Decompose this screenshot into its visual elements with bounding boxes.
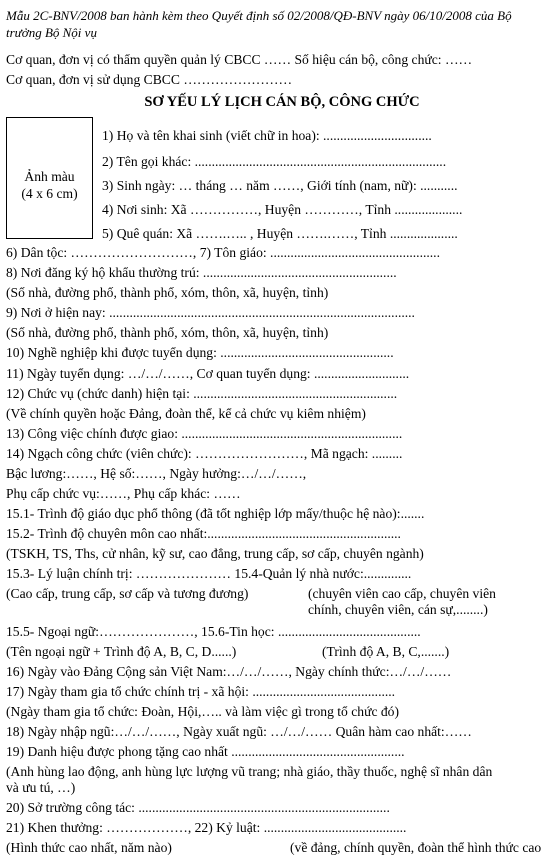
field-professional-level-note: (TSKH, TS, Ths, cử nhân, kỹ sư, cao đẳng, trung cấp, sơ cấp, chuyên ngành) (6, 546, 424, 562)
field-strengths: 20) Sở trường công tác: .......................................................................... (6, 799, 390, 815)
field-foreign-language: 15.5- Ngoại ngữ:…………………, 15.6-Tin học: .......................................... (6, 623, 421, 639)
field-ethnicity-religion: 6) Dân tộc: ………………………, 7) Tôn giáo: .................................................. (6, 245, 440, 260)
field-position-note: (Về chính quyền hoặc Đảng, đoàn thể, kể cả chức vụ kiêm nhiệm) (6, 405, 366, 421)
field-full-name: 1) Họ và tên khai sinh (viết chữ in hoa): ................................ (102, 128, 432, 143)
field-party-admission: 16) Ngày vào Đảng Cộng sản Việt Nam:…/…/……, Ngày chính thức:…/…/…… (6, 663, 452, 679)
field-honorary-title: 19) Danh hiệu được phong tặng cao nhất ................................................... (6, 744, 405, 760)
agency-use-line: Cơ quan, đơn vị sử dụng CBCC …………………… (6, 72, 293, 87)
field-military-service: 18) Ngày nhập ngũ:…/…/……, Ngày xuất ngũ: …/…/…… Quân hàm cao nhất:…… (6, 724, 472, 740)
field-political-theory: 15.3- Lý luận chính trị: ………………… 15.4-Quản lý nhà nước:.............. (6, 566, 412, 582)
field-other-name: 2) Tên gọi khác: .......................................................................... (102, 154, 447, 169)
agency-manage-line: Cơ quan, đơn vị có thẩm quyền quản lý CBCC …… Số hiệu cán bộ, công chức: …… (6, 52, 473, 67)
field-registered-residence-note: (Số nhà, đường phố, thành phố, xóm, thôn, xã, huyện, tỉnh) (6, 285, 329, 301)
field-position: 12) Chức vụ (chức danh) hiện tại: ............................................................ (6, 385, 398, 401)
field-recruitment: 11) Ngày tuyển dụng: …/…/……, Cơ quan tuyển dụng: ............................ (6, 365, 410, 381)
field-rewards-note: (Hình thức cao nhất, năm nào) (6, 840, 172, 855)
field-socio-political: 17) Ngày tham gia tổ chức chính trị - xã hội: .......................................... (6, 683, 396, 699)
form-note-line2: trưởng Bộ Nội vụ (6, 25, 97, 40)
field-civil-rank: 14) Ngạch công chức (viên chức): ……………………, Mã ngạch: ......... (6, 445, 403, 461)
field-hometown: 5) Quê quán: Xã …….….. , Huyện …….……, Tỉnh .................... (102, 226, 458, 241)
field-main-work: 13) Công việc chính được giao: ................................................................. (6, 425, 403, 441)
field-state-management-note1: (chuyên viên cao cấp, chuyên viên (308, 586, 496, 602)
field-professional-level: 15.2- Trình độ chuyên môn cao nhất:......................................................... (6, 526, 401, 542)
field-it-note: (Trình độ A, B, C,.......) (322, 643, 450, 659)
field-honorary-title-note1: (Anh hùng lao động, anh hùng lực lượng vũ trang; nhà giáo, thầy thuốc, nghệ sĩ nhân dân (6, 764, 493, 780)
field-registered-residence: 8) Nơi đăng ký hộ khẩu thường trú: ......................................................... (6, 265, 397, 281)
field-birth-date: 3) Sinh ngày: … tháng … năm ……, Giới tính (nam, nữ): ........... (102, 178, 458, 193)
field-socio-political-note: (Ngày tham gia tổ chức: Đoàn, Hội,….. và làm việc gì trong tổ chức đó) (6, 704, 399, 719)
field-rewards-discipline: 21) Khen thưởng: ………………, 22) Kỷ luật: .......................................... (6, 819, 407, 835)
field-general-education: 15.1- Trình độ giáo dục phổ thông (đã tốt nghiệp lớp mấy/thuộc hệ nào):....... (6, 506, 425, 521)
field-current-residence: 9) Nơi ở hiện nay: .......................................................................................... (6, 305, 415, 321)
field-honorary-title-note2: và ưu tú, …) (6, 779, 76, 795)
field-occupation: 10) Nghề nghiệp khi được tuyển dụng: ................................................... (6, 345, 394, 361)
field-birth-place: 4) Nơi sinh: Xã ……………, Huyện …………, Tỉnh .................... (102, 202, 463, 217)
photo-box (6, 117, 93, 239)
photo-label: Ảnh màu (24, 169, 75, 184)
field-salary: Bậc lương:……, Hệ số:……, Ngày hưởng:…/…/……, (6, 465, 307, 481)
form-note-line1: Mẫu 2C-BNV/2008 ban hành kèm theo Quyết định số 02/2008/QĐ-BNV ngày 06/10/2008 của Bộ (6, 8, 512, 23)
field-political-theory-note: (Cao cấp, trung cấp, sơ cấp và tương đương) (6, 586, 249, 602)
field-discipline-note: (về đảng, chính quyền, đoàn thể hình thức cao (290, 840, 542, 855)
field-state-management-note2: chính, chuyên viên, cán sự,........) (308, 601, 488, 617)
field-allowance: Phụ cấp chức vụ:……, Phụ cấp khác: …… (6, 485, 241, 501)
field-current-residence-note: (Số nhà, đường phố, thành phố, xóm, thôn, xã, huyện, tỉnh) (6, 325, 329, 341)
field-foreign-language-note: (Tên ngoại ngữ + Trình độ A, B, C, D......) (6, 643, 237, 659)
photo-size: (4 x 6 cm) (21, 186, 78, 201)
form-title: SƠ YẾU LÝ LỊCH CÁN BỘ, CÔNG CHỨC (144, 94, 420, 110)
